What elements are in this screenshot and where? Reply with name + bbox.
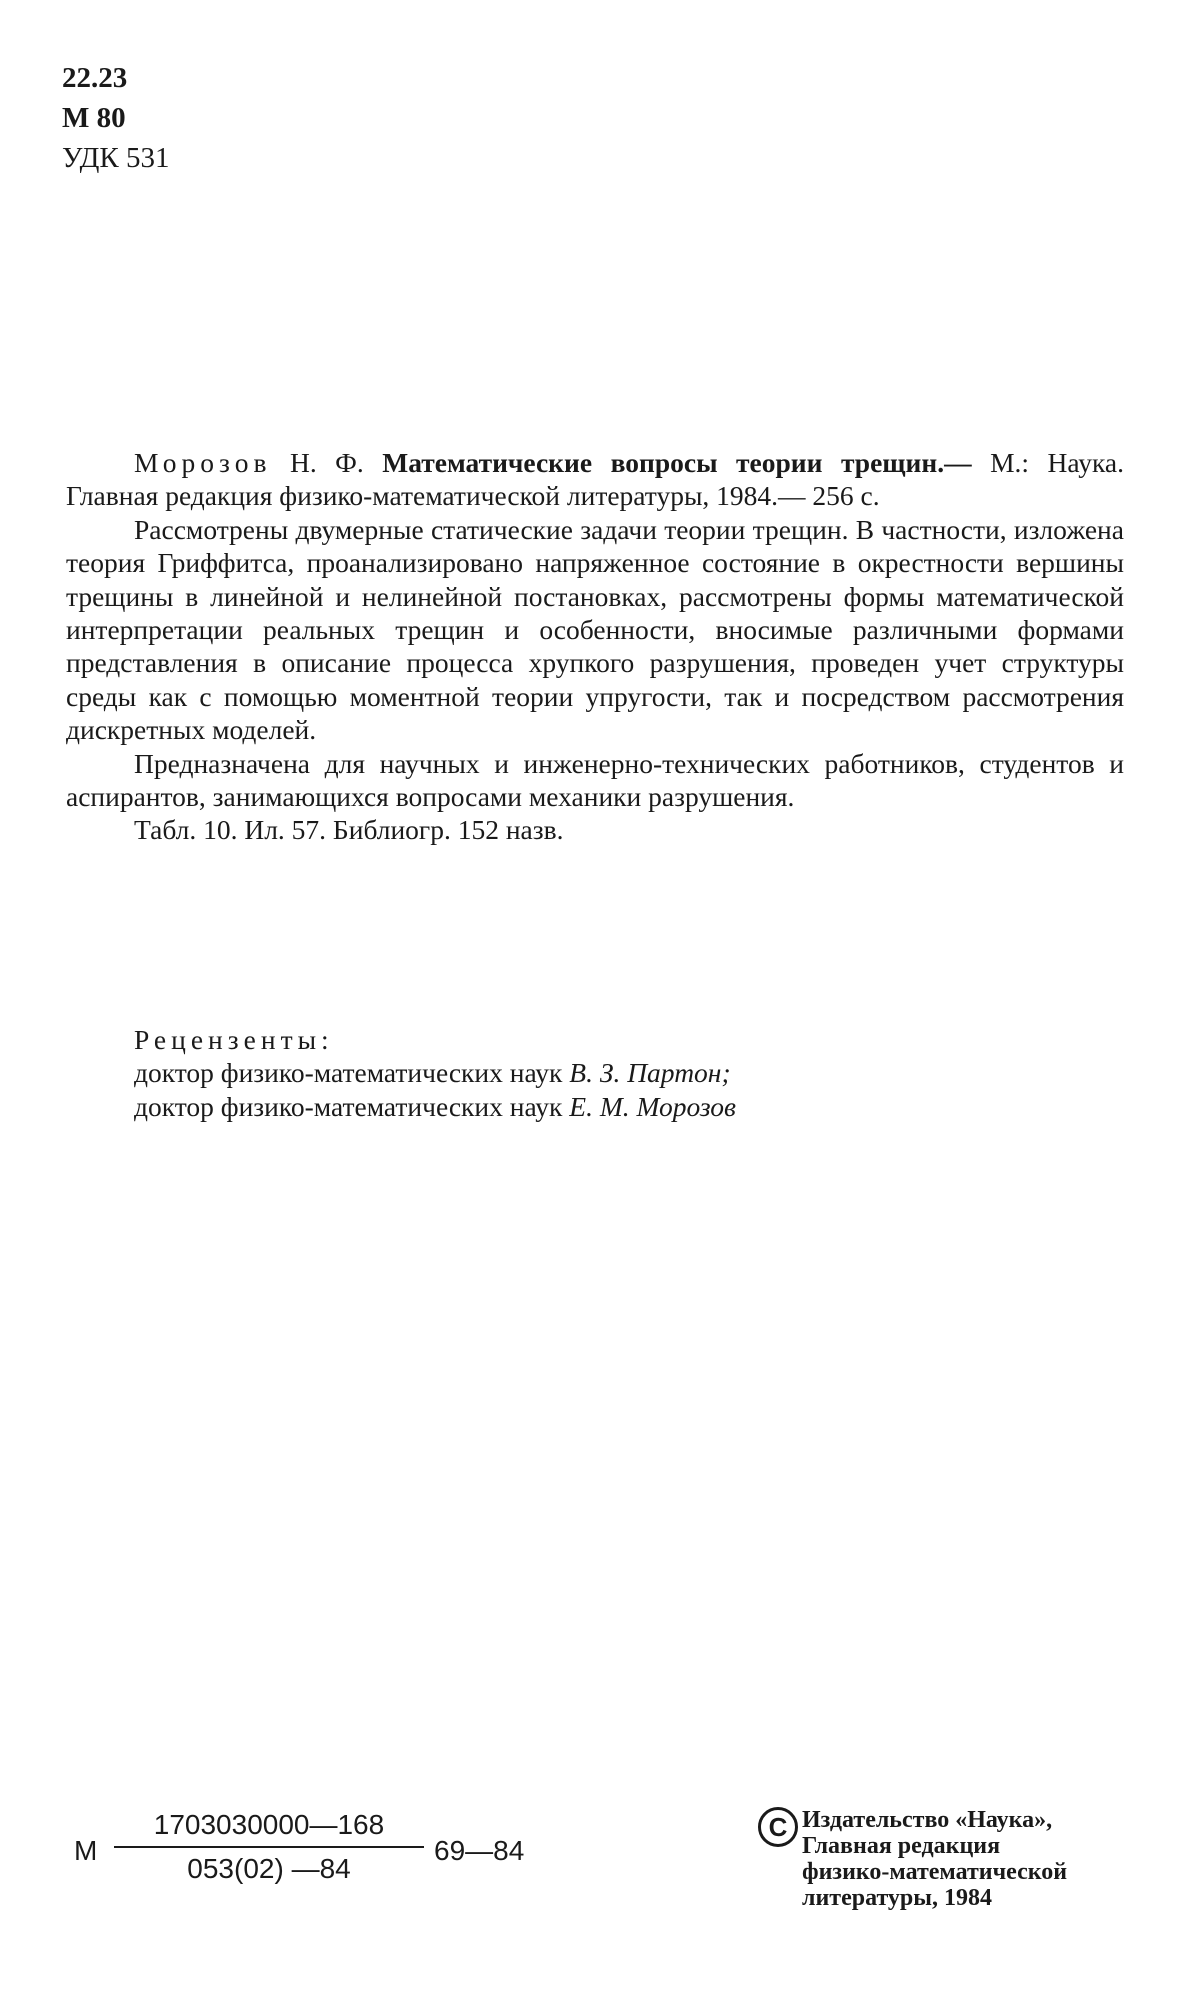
reviewer-degree: доктор физико-математических наук <box>134 1090 570 1122</box>
reviewers-heading: Рецензенты: <box>134 1024 334 1055</box>
reviewer-line <box>134 1056 736 1089</box>
code-fraction <box>114 1808 424 1886</box>
bbk-index: 22.23 <box>62 62 128 94</box>
bibliographic-abstract <box>66 446 1124 847</box>
author-initials: Н. Ф. <box>271 447 383 478</box>
author-surname: Морозов <box>134 447 272 478</box>
book-title: Математические вопросы теории трещин.— <box>382 447 972 478</box>
code-suffix: 69—84 <box>434 1835 525 1866</box>
copyright-line: физико-математической <box>802 1859 1068 1885</box>
copyright-line: литературы, 1984 <box>802 1885 993 1911</box>
reviewers-block <box>134 1023 736 1123</box>
bibliographic-entry <box>66 446 1124 513</box>
udc-index: УДК 531 <box>62 142 170 174</box>
reviewer-name: Е. М. Морозов <box>569 1090 736 1122</box>
author-mark: М 80 <box>62 102 126 134</box>
abstract-paragraph-audience: Предназначена для научных и инженерно-технических работников, студентов и аспирантов, занимающихся вопросами механики разрушения. <box>66 747 1124 813</box>
fraction-bar <box>114 1846 424 1848</box>
copyright-line: Издательство «Наука», <box>802 1807 1053 1833</box>
code-numerator: 1703030000—168 <box>153 1809 385 1840</box>
classification-block <box>62 58 169 178</box>
reviewer-name: В. З. Партон; <box>569 1057 731 1089</box>
reviewer-degree: доктор физико-математических наук <box>134 1057 570 1089</box>
imprint: М.: Наука. Главная редакция физико-математической литературы, 1984.— 256 с. <box>66 447 1124 512</box>
code-letter: М <box>74 1835 98 1866</box>
copyright-text <box>802 1807 1067 1911</box>
abstract-paragraph-stats: Табл. 10. Ил. 57. Библиогр. 152 назв. <box>134 814 564 846</box>
copyright-line: Главная редакция <box>802 1833 1001 1859</box>
copyright-icon: C <box>758 1807 798 1847</box>
code-denominator: 053(02) —84 <box>187 1853 351 1884</box>
reviewer-line <box>134 1090 736 1123</box>
abstract-paragraph-contents: Рассмотрены двумерные статические задачи теории трещин. В частности, изложена теория Гриффитса, проанализировано напряженное состояние в окрестности вершины трещины в линейной и нелинейной постановках, рассмотрены формы математической интерпретации реальных трещин и особенности, вносимые различными формами представления в описание процесса хрупкого разрушения, проведен учет структуры среды как с помощью моментной теории упругости, так и посредством рассмотрения дискретных моделей. <box>66 513 1124 746</box>
